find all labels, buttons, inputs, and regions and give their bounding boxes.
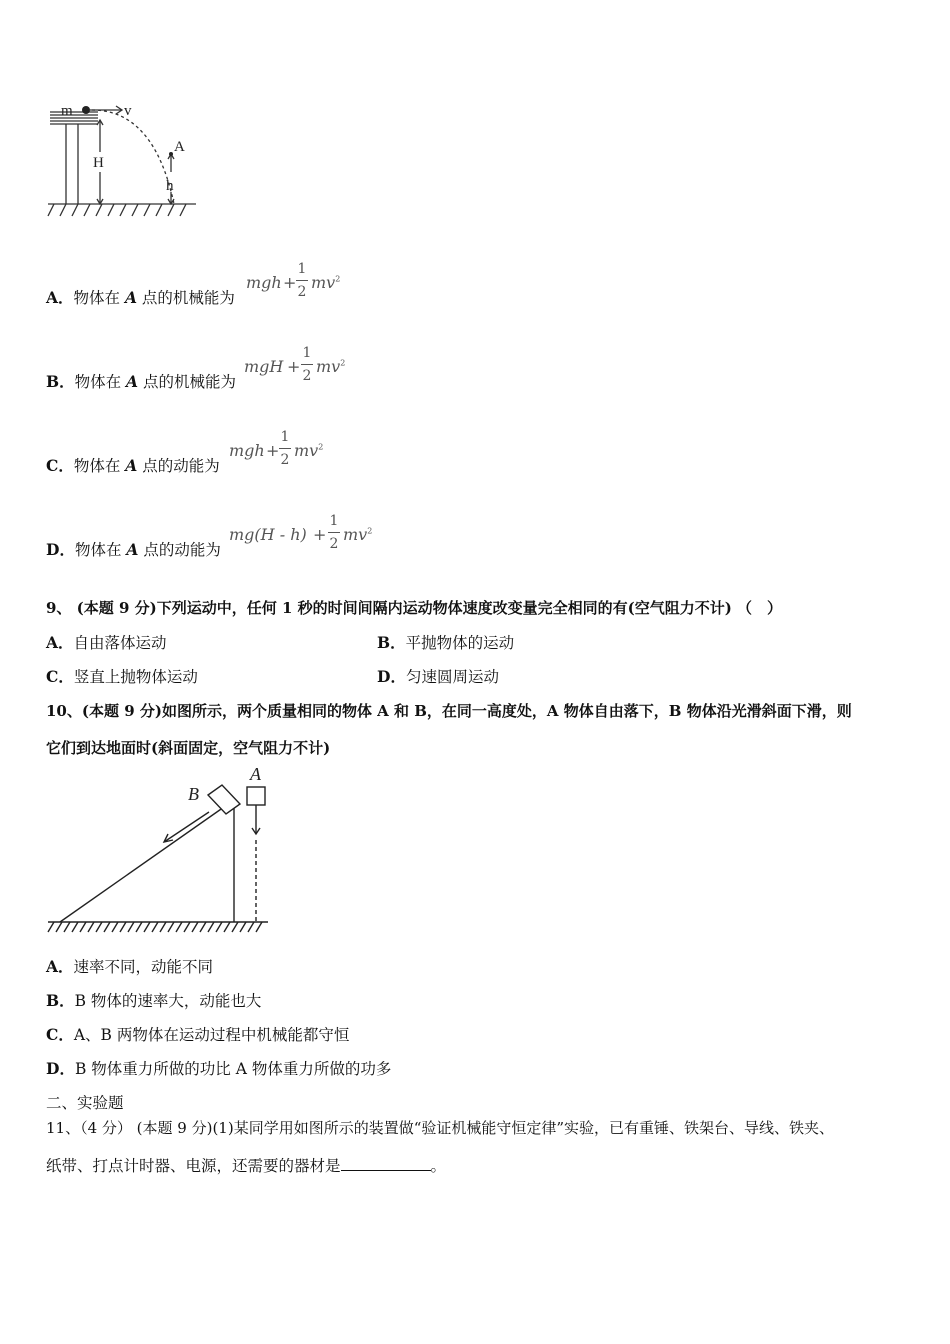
label-A: A	[250, 764, 261, 784]
label-A: A	[174, 139, 185, 155]
point-label: A	[126, 540, 139, 559]
q10-option-c: C．A、B 两物体在运动过程中机械能都守恒	[46, 1025, 350, 1044]
option-text: 物体在	[74, 373, 127, 391]
point-label: A	[124, 288, 137, 307]
option-text: 物体在	[73, 457, 126, 475]
point-label: A	[125, 456, 138, 475]
q9-stem: 9、 (本题 9 分)下列运动中，任何 1 秒的时间间隔内运动物体速度改变量完全相同的有(空气阻力不计) （ ）	[46, 599, 783, 617]
q10-option-b: B．B 物体的速率大，动能也大	[46, 991, 262, 1010]
section-title: 二、实验题	[46, 1094, 124, 1112]
option-letter: A．	[46, 288, 74, 307]
label-B: B	[188, 784, 199, 804]
option-letter: D．	[46, 540, 75, 559]
projectile-figure	[44, 96, 204, 224]
option-letter: C．	[46, 456, 74, 475]
q10-stem-line1: 10、(本题 9 分)如图所示，两个质量相同的物体 A 和 B，在同一高度处，A 物体自由落下，B 物体沿光滑斜面下滑，则	[46, 702, 852, 720]
label-h: h	[166, 178, 174, 194]
option-text: 物体在	[74, 541, 127, 559]
q11-line1: 11、（4 分） (本题 9 分)(1)某同学用如图所示的装置做“验证机械能守恒定律”实验，已有重锤、铁架台、导线、铁夹、	[46, 1119, 835, 1137]
option-letter: B．	[46, 372, 75, 391]
option-text: 点的机械能为	[138, 373, 237, 391]
option-text: 物体在	[73, 289, 125, 307]
q10-stem-line2: 它们到达地面时(斜面固定，空气阻力不计)	[46, 739, 331, 757]
q9-option-c: C．竖直上抛物体运动	[46, 667, 198, 686]
q9-option-a: A．自由落体运动	[46, 633, 167, 652]
q10-option-a: A．速率不同，动能不同	[46, 957, 214, 976]
q9-option-b: B．平抛物体的运动	[377, 633, 515, 652]
q10-option-d: D．B 物体重力所做的功比 A 物体重力所做的功多	[46, 1059, 392, 1078]
option-text: 点的动能为	[137, 457, 220, 475]
q9-option-d: D．匀速圆周运动	[377, 667, 499, 686]
option-text: 点的机械能为	[137, 289, 235, 307]
incline-figure	[44, 762, 274, 938]
q11-line2: 纸带、打点计时器、电源，还需要的器材是 。	[46, 1157, 447, 1175]
label-v: v	[124, 103, 132, 119]
label-m: m	[61, 103, 73, 119]
point-label: A	[126, 372, 139, 391]
answer-blank[interactable]	[341, 1156, 431, 1171]
label-H: H	[93, 155, 104, 171]
option-text: 点的动能为	[138, 541, 221, 559]
